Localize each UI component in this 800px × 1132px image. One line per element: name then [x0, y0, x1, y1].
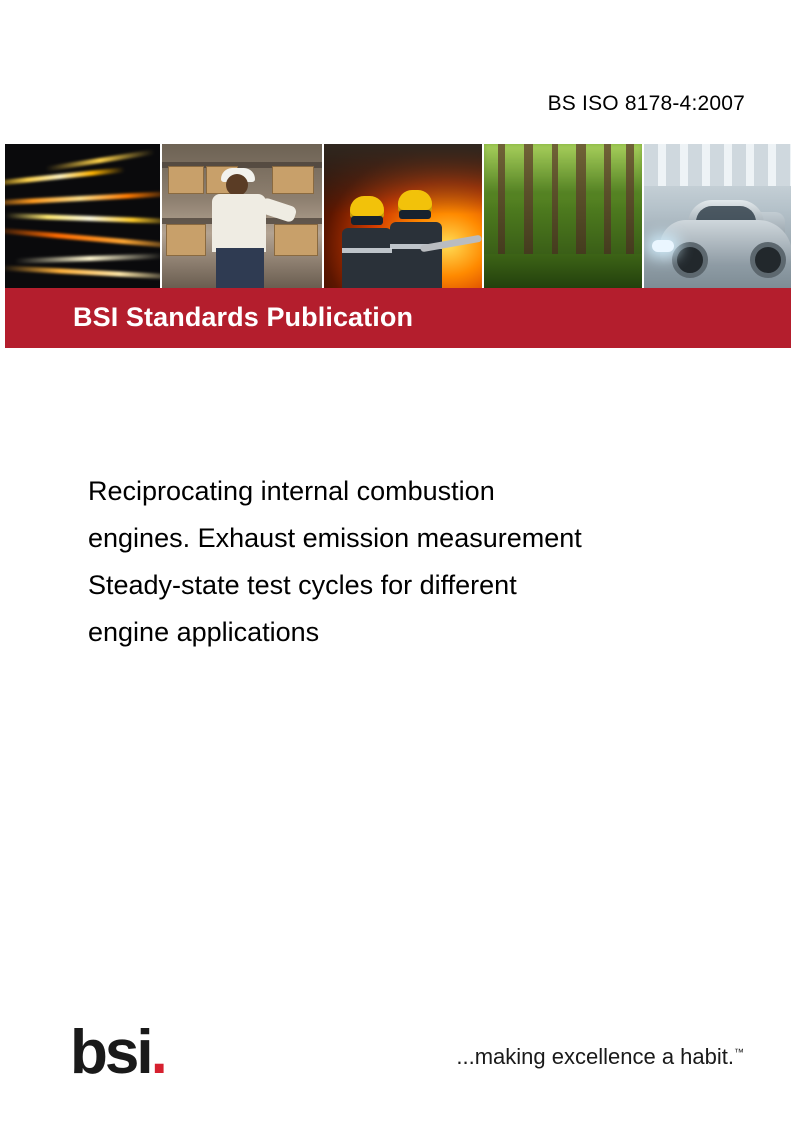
title-line-4: engine applications: [88, 617, 320, 647]
trademark-symbol: ™: [734, 1047, 744, 1059]
banner-label: BSI Standards Publication: [73, 302, 414, 332]
light-trails-photo: [5, 144, 160, 288]
tagline-text: ...making excellence a habit.: [456, 1044, 734, 1069]
bsi-logo-dot: .: [150, 1018, 165, 1087]
title-line-3: Steady-state test cycles for different: [88, 570, 517, 600]
standard-number: BS ISO 8178-4:2007: [547, 92, 745, 115]
title-line-2: engines. Exhaust emission measurement: [88, 523, 582, 553]
warehouse-worker-photo: [160, 144, 322, 288]
bsi-logo: [70, 1018, 165, 1087]
bsi-standards-banner: [5, 288, 791, 348]
cover-photo-strip: [5, 144, 791, 288]
firefighters-photo: [322, 144, 482, 288]
car-showroom-photo: [642, 144, 791, 288]
bsi-logo-text: bsi: [70, 1018, 151, 1087]
forest-photo: [482, 144, 642, 288]
page-title: [88, 468, 728, 656]
title-line-1: Reciprocating internal combustion: [88, 476, 495, 506]
bsi-tagline: [456, 1044, 744, 1070]
